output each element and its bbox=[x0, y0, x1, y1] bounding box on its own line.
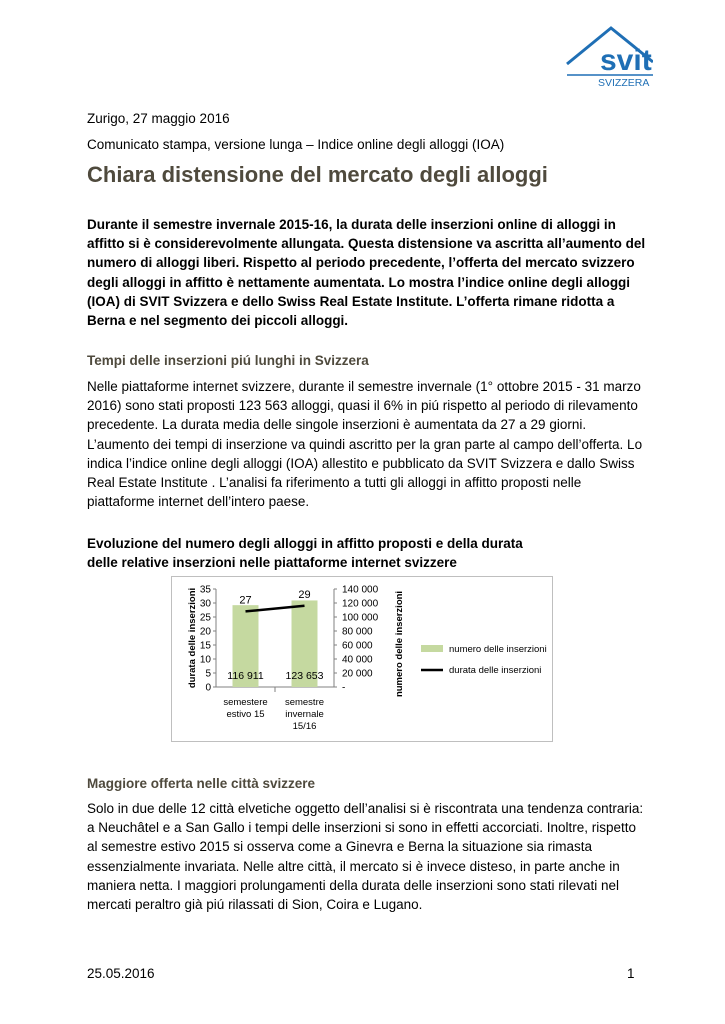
section-body-1: Nelle piattaforme internet svizzere, durante il semestre invernale (1° ottobre 2015 - 31 marzo 2016) sono stati proposti 123 563 alloggi, quasi il 6% in piú rispetto al periodo di rilevamento precedente. La durata media delle singole inserzioni è aumentata da 27 a 29 giorni. L’aumento dei tempi di inserzione va quindi ascritto per la gran parte al campo dell’offerta. Lo indica l’indice online degli alloggi (IOA) allestito e pubblicato da SVIT Svizzera e dallo Swiss Real Estate Institute . L’analisi fa riferimento a tutti gli alloggi in affitto proposti nelle piattaforme internet dell’intero paese. bbox=[87, 379, 643, 510]
line-data-label: 29 bbox=[298, 588, 311, 601]
right-tick-label: 40 000 bbox=[342, 654, 373, 666]
left-axis-title: durata delle inserzioni bbox=[187, 587, 198, 689]
legend-swatch-bar bbox=[421, 645, 443, 652]
category-label: invernale bbox=[285, 709, 324, 720]
document-title: Chiara distensione del mercato degli alloggi bbox=[87, 162, 548, 187]
left-tick-label: 15 bbox=[199, 640, 211, 652]
chart-container bbox=[171, 576, 553, 742]
right-tick-label: 140 000 bbox=[342, 584, 379, 596]
document-date: Zurigo, 27 maggio 2016 bbox=[87, 111, 230, 126]
left-tick-label: 5 bbox=[205, 668, 211, 680]
section-heading-2: Maggiore offerta nelle città svizzere bbox=[87, 776, 316, 791]
category-label: semestere bbox=[223, 697, 268, 708]
lead-paragraph: Durante il semestre invernale 2015-16, la durata delle inserzioni online di alloggi in affitto si è considerevolmente allungata. Questa distensione va ascritta all’aumento del numero di alloggi liberi. Rispetto al periodo precedente, l’offerta del mercato svizzero degli alloggi in affitto è nettamente aumentata. Lo mostra l’indice online degli alloggi (IOA) di SVIT Svizzera e dello Swiss Real Estate Institute. L’offerta rimane ridotta a Berna e nel segmento dei piccoli alloggi. bbox=[87, 217, 646, 329]
right-tick-label: 100 000 bbox=[342, 612, 379, 624]
chart-heading-line2: delle relative inserzioni nelle piattaforme internet svizzere bbox=[87, 554, 457, 570]
left-tick-label: 30 bbox=[199, 598, 211, 610]
right-axis-title: numero delle inserzioni bbox=[394, 590, 405, 698]
logo-subtext: SVIZZERA bbox=[598, 77, 650, 88]
category-label: estivo 15 bbox=[226, 709, 265, 720]
section-body-2: Solo in due delle 12 città elvetiche oggetto dell’analisi si è riscontrata una tendenza contraria: a Neuchâtel e a San Gallo i tempi delle inserzioni si sono in effetti accorciati. Inoltre, rispetto al semestre estivo 2015 si osserva come a Ginevra e Berna la situazione sia rimasta essenzialmente invariata. Nelle altre città, il mercato si è invece disteso, in parte anche in maniera netta. I maggiori prolungamenti della durata delle inserzioni sono stati rilevati nel mercati peraltro già piú rilassati di Sion, Coira e Lugano. bbox=[87, 801, 644, 913]
document-subtitle: Comunicato stampa, versione lunga – Indice online degli alloggi (IOA) bbox=[87, 137, 505, 152]
section-heading-1: Tempi delle inserzioni piú lunghi in Svizzera bbox=[87, 353, 369, 368]
category-label: 15/16 bbox=[292, 721, 317, 732]
legend-label-bar: numero delle inserzioni bbox=[449, 644, 547, 655]
logo-wordmark: svit bbox=[600, 44, 652, 77]
chart-heading-line1: Evoluzione del numero degli alloggi in affitto proposti e della durata bbox=[87, 536, 523, 551]
left-tick-label: 0 bbox=[205, 682, 211, 694]
line-data-label: 27 bbox=[239, 594, 252, 607]
right-tick-label: 120 000 bbox=[342, 598, 379, 610]
right-tick-label: 20 000 bbox=[342, 668, 373, 680]
right-tick-label: 80 000 bbox=[342, 626, 373, 638]
left-tick-label: 20 bbox=[199, 626, 211, 638]
footer-page-number: 1 bbox=[627, 966, 635, 981]
chart bbox=[172, 577, 552, 741]
left-tick-label: 35 bbox=[199, 584, 211, 596]
bar-data-label: 123 653 bbox=[285, 670, 324, 682]
chart-heading bbox=[87, 535, 587, 572]
right-tick-label: 60 000 bbox=[342, 640, 373, 652]
svit-logo bbox=[563, 22, 653, 88]
bar-data-label: 116 911 bbox=[227, 670, 264, 682]
right-tick-label: - bbox=[342, 682, 346, 694]
left-tick-label: 10 bbox=[199, 654, 211, 666]
footer-date: 25.05.2016 bbox=[87, 966, 155, 981]
legend-label-line: durata delle inserzioni bbox=[449, 665, 542, 676]
left-tick-label: 25 bbox=[199, 612, 211, 624]
category-label: semestre bbox=[284, 697, 325, 708]
